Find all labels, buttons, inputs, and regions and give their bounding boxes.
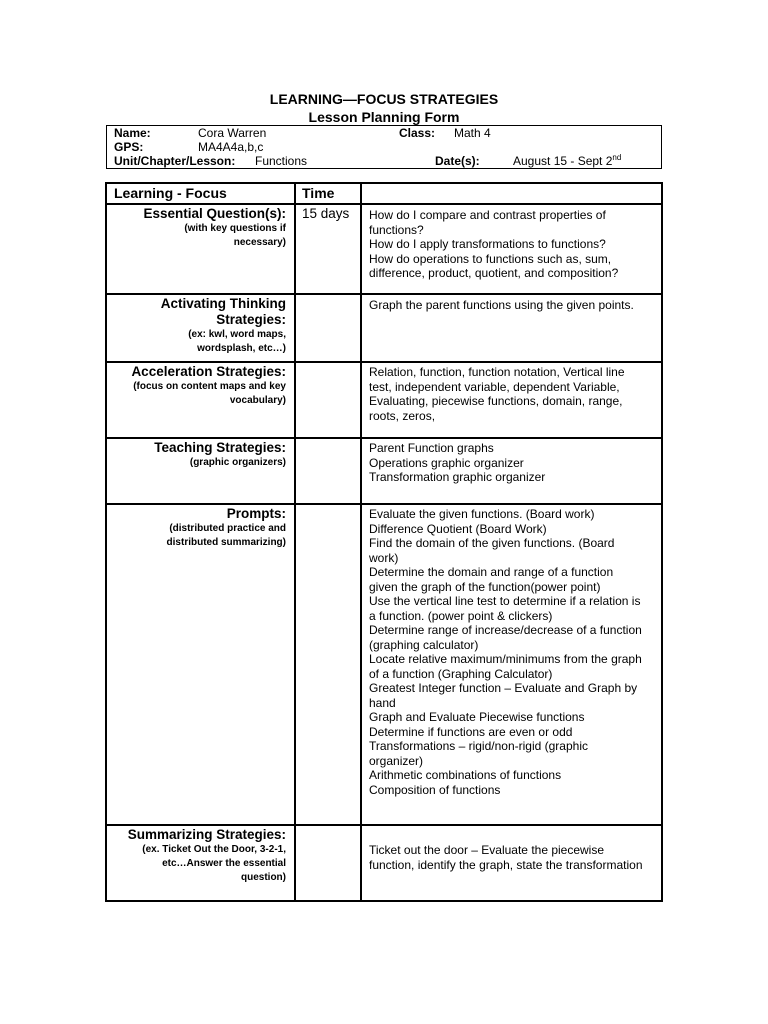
- column-divider: [360, 184, 362, 900]
- gps-label: GPS:: [114, 140, 144, 154]
- column-divider: [294, 184, 296, 900]
- gps-value: MA4A4a,b,c: [198, 140, 264, 154]
- class-label: Class:: [399, 126, 436, 140]
- class-value: Math 4: [454, 126, 491, 140]
- page-subtitle: Lesson Planning Form: [308, 109, 460, 125]
- row-label-prompts: Prompts: (distributed practice and distributed summarizing): [166, 506, 286, 548]
- row-divider: [107, 293, 661, 295]
- summarizing-content: Ticket out the door – Evaluate the piecewise function, identify the graph, state the transformation: [369, 843, 643, 872]
- unit-label: Unit/Chapter/Lesson:: [114, 154, 236, 168]
- essential-questions-content: How do I compare and contrast properties of functions? How do I apply transformations to functions? How do operations to functions such as, sum, difference, product, quotient, and composition?: [369, 208, 619, 280]
- teaching-content: Parent Function graphs Operations graphic organizer Transformation graphic organizer: [369, 441, 546, 484]
- lesson-plan-table: [105, 182, 663, 902]
- header-info-box: [106, 125, 662, 169]
- row-divider: [107, 503, 661, 505]
- time-value: 15 days: [302, 206, 350, 221]
- row-label-acceleration: Acceleration Strategies: (focus on content maps and key vocabulary): [131, 364, 286, 406]
- activating-thinking-content: Graph the parent functions using the given points.: [369, 298, 634, 312]
- page-title: LEARNING—FOCUS STRATEGIES: [269, 91, 499, 107]
- name-label: Name:: [114, 126, 151, 140]
- row-divider: [107, 203, 661, 205]
- col-header-learning: Learning - Focus: [114, 185, 227, 201]
- row-divider: [107, 361, 661, 363]
- dates-value: August 15 - Sept 2nd: [513, 153, 622, 168]
- row-label-essential-questions: Essential Question(s): (with key questions if necessary): [143, 206, 286, 248]
- row-label-teaching: Teaching Strategies: (graphic organizers): [154, 440, 286, 468]
- row-divider: [107, 437, 661, 439]
- unit-value: Functions: [255, 154, 308, 168]
- acceleration-content: Relation, function, function notation, Vertical line test, independent variable, dependent Variable, Evaluating, piecewise functions, domain, range, roots, zeros,: [369, 365, 625, 423]
- prompts-content: Evaluate the given functions. (Board work) Difference Quotient (Board Work) Find the domain of the given functions. (Board work) Determine the domain and range of a function given the graph of the function(power point) Use the vertical line test to determine if a relation is a function. (power point & clickers) Determine range of increase/decrease of a function (graphing calculator) Locate relative maximum/minimums from the graph of a function (Graphing Calculator) Greatest Integer function – Evaluate and Graph by hand Graph and Evaluate Piecewise functions Determine if functions are even or odd Transformations – rigid/non-rigid (graphic organizer) Arithmetic combinations of functions Composition of functions: [369, 507, 642, 797]
- col-header-time: Time: [302, 185, 335, 201]
- row-label-summarizing: Summarizing Strategies: (ex. Ticket Out the Door, 3-2-1, etc…Answer the essential question): [127, 827, 286, 883]
- name-value: Cora Warren: [198, 126, 267, 140]
- row-label-activating-thinking: Activating Thinking Strategies: (ex: kwl, word maps, wordsplash, etc…): [160, 296, 286, 354]
- dates-label: Date(s):: [435, 154, 480, 168]
- row-divider: [107, 824, 661, 826]
